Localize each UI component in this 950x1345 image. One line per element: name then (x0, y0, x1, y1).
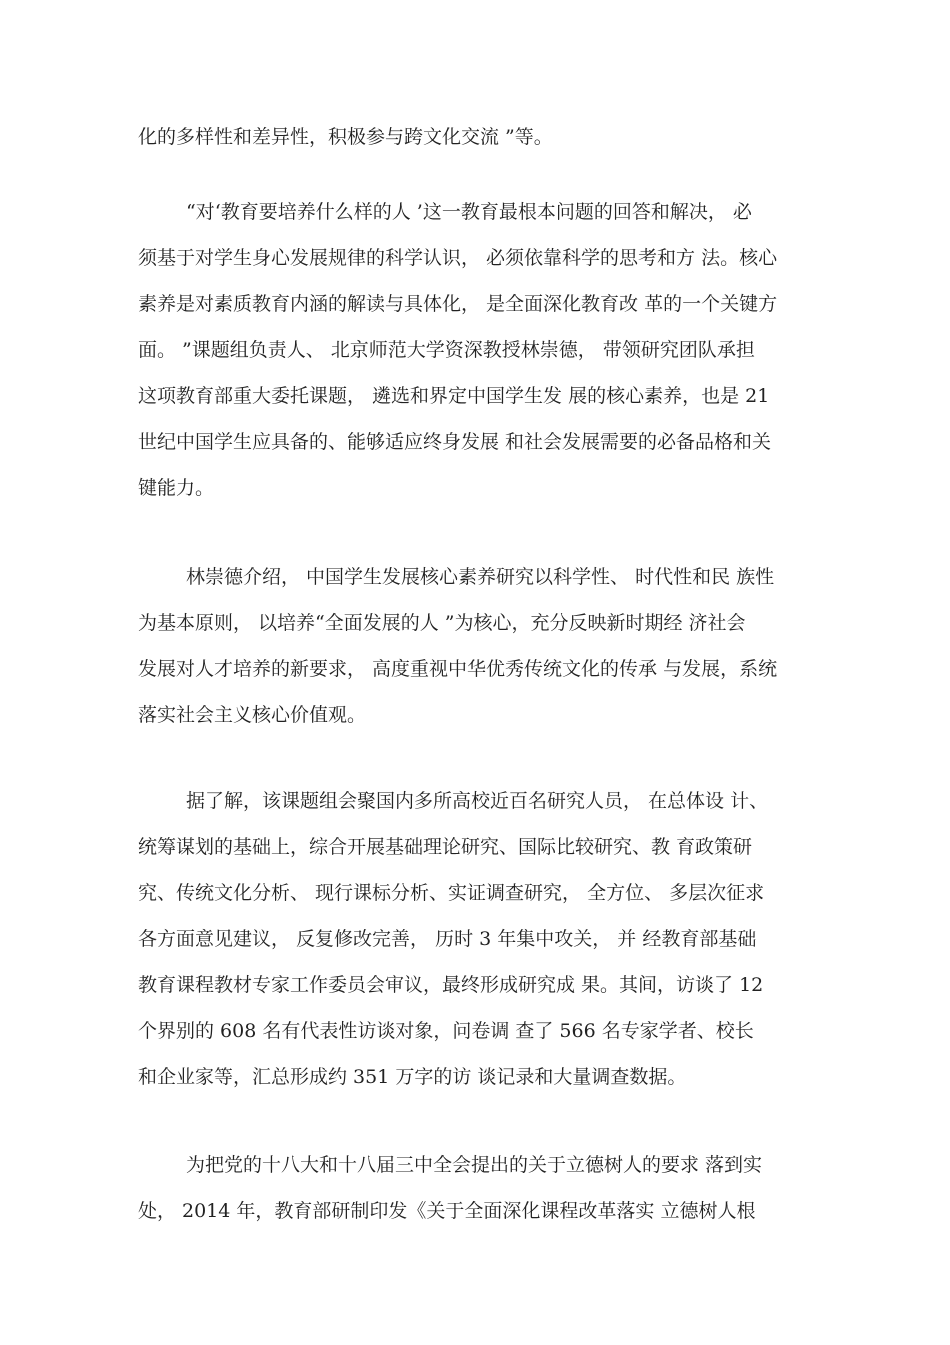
paragraph-line: 林崇德介绍， 中国学生发展核心素养研究以科学性、 时代性和民 族性 (186, 566, 775, 588)
paragraph-line: 面。 ”课题组负责人、 北京师范大学资深教授林崇德， 带领研究团队承担 (138, 339, 755, 361)
paragraph-line: 统筹谋划的基础上，综合开展基础理论研究、国际比较研究、教 育政策研 (138, 836, 753, 858)
paragraph-line: 化的多样性和差异性，积极参与跨文化交流 ”等。 (138, 126, 553, 148)
paragraph-line: 各方面意见建议， 反复修改完善， 历时 3 年集中攻关， 并 经教育部基础 (138, 928, 757, 950)
paragraph-line: 个界别的 608 名有代表性访谈对象，问卷调 查了 566 名专家学者、校长 (138, 1020, 754, 1042)
paragraph-line: 素养是对素质教育内涵的解读与具体化， 是全面深化教育改 革的一个关键方 (138, 293, 778, 315)
paragraph-line: “对‘教育要培养什么样的人 ’这一教育最根本问题的回答和解决， 必 (186, 201, 752, 223)
paragraph-line: 这项教育部重大委托课题， 遴选和界定中国学生发 展的核心素养，也是 21 (138, 385, 770, 407)
paragraph-line: 为基本原则， 以培养“全面发展的人 ”为核心，充分反映新时期经 济社会 (138, 612, 746, 634)
paragraph-line: 世纪中国学生应具备的、能够适应终身发展 和社会发展需要的必备品格和关 (138, 431, 772, 453)
paragraph-line: 落实社会主义核心价值观。 (138, 704, 367, 726)
paragraph-line: 据了解，该课题组会聚国内多所高校近百名研究人员， 在总体设 计、 (186, 790, 769, 812)
paragraph-line: 发展对人才培养的新要求， 高度重视中华优秀传统文化的传承 与发展，系统 (138, 658, 778, 680)
paragraph-line: 须基于对学生身心发展规律的科学认识， 必须依靠科学的思考和方 法。核心 (138, 247, 778, 269)
paragraph-line: 为把党的十八大和十八届三中全会提出的关于立德树人的要求 落到实 (186, 1154, 763, 1176)
paragraph-line: 教育课程教材专家工作委员会审议，最终形成研究成 果。其间，访谈了 12 (138, 974, 764, 996)
paragraph-line: 和企业家等，汇总形成约 351 万字的访 谈记录和大量调查数据。 (138, 1066, 687, 1088)
paragraph-line: 键能力。 (138, 477, 215, 499)
paragraph-line: 究、传统文化分析、 现行课标分析、实证调查研究， 全方位、 多层次征求 (138, 882, 765, 904)
paragraph-line: 处， 2014 年，教育部研制印发《关于全面深化课程改革落实 立德树人根 (138, 1200, 756, 1222)
